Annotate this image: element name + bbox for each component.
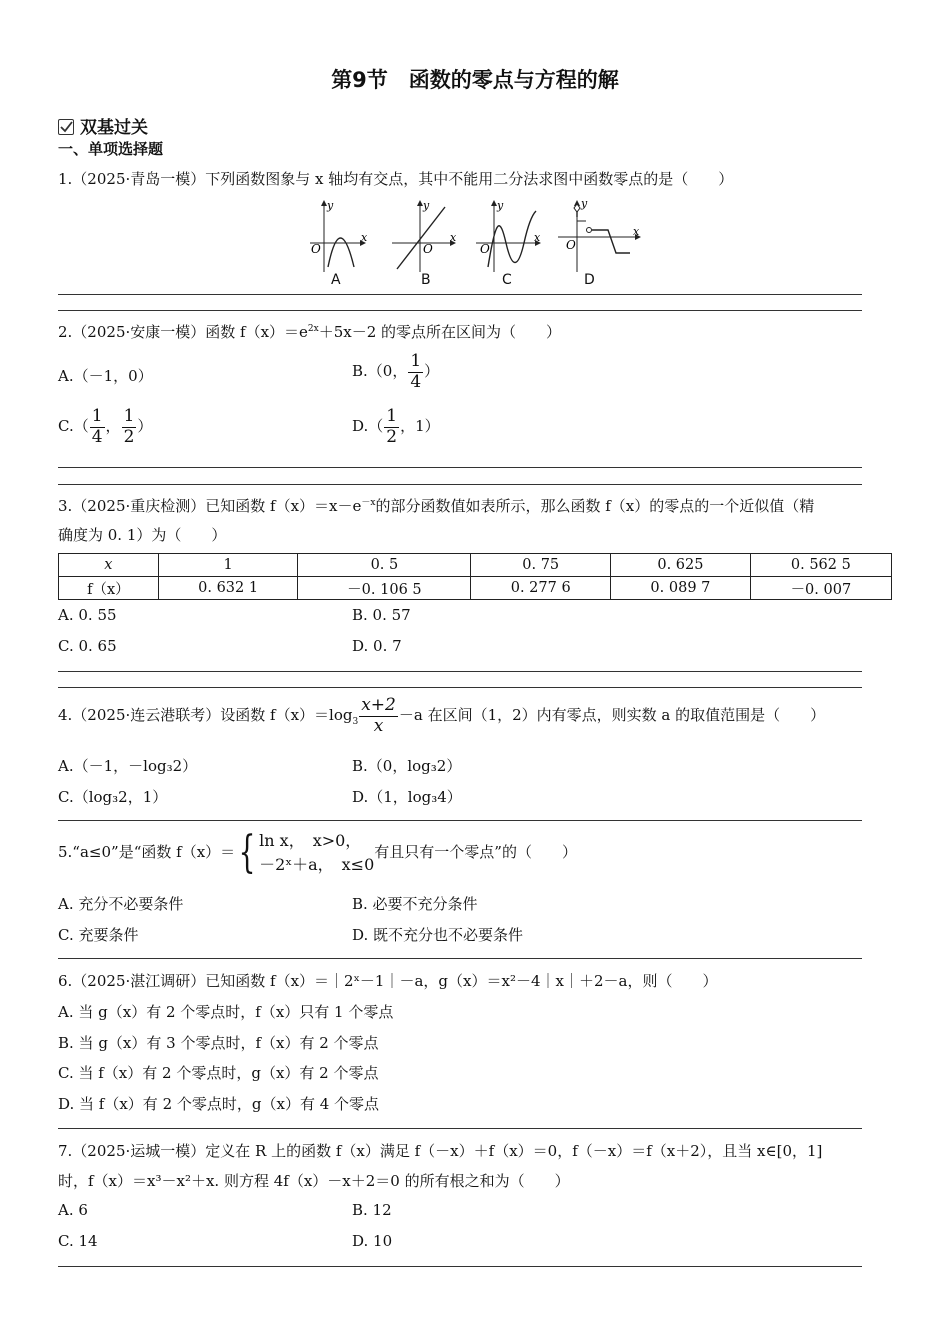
- graph-b-origin: O: [423, 242, 433, 256]
- question-3-option-c: C. 0. 65: [58, 637, 117, 655]
- answer-line: [58, 687, 862, 688]
- question-2-option-a: A.（－1，0）: [58, 367, 153, 385]
- table-cell: f（x）: [59, 577, 159, 600]
- table-cell: －0. 007: [750, 577, 891, 600]
- table-cell: 0. 277 6: [471, 577, 611, 600]
- graph-b-x: x: [450, 231, 457, 244]
- question-6-option-a: A. 当 g（x）有 2 个零点时，f（x）只有 1 个零点: [58, 1003, 394, 1021]
- page-title: 第9节 函数的零点与方程的解: [331, 68, 619, 92]
- question-2-option-c: C.（ $\frac{1}{4}$ ， $\frac{1}{2}$ ）: [58, 406, 153, 447]
- table-row: [59, 554, 892, 577]
- question-5-option-d: D. 既不充分也不必要条件: [352, 926, 524, 944]
- answer-line: [58, 1266, 862, 1267]
- table-cell: 0. 089 7: [611, 577, 751, 600]
- graph-d-x: x: [633, 225, 640, 238]
- graph-d-origin: O: [566, 238, 576, 252]
- answer-line: [58, 820, 862, 821]
- graph-c-origin: O: [480, 242, 490, 256]
- question-6-stem: 6.（2025·湛江调研）已知函数 f（x）＝｜2ˣ－1｜－a，g（x）＝x²－4｜x｜＋2－a，则（ ）: [58, 972, 718, 990]
- graph-a-x: x: [361, 231, 368, 244]
- question-7-option-a: A. 6: [58, 1201, 88, 1219]
- subsection-heading: 一、单项选择题: [58, 140, 164, 158]
- answer-line: [58, 294, 862, 295]
- question-2-option-b: B.（0， $\frac{1}{4}$ ）: [352, 351, 440, 392]
- answer-line: [58, 1128, 862, 1129]
- question-4-option-d: D.（1，log₃4）: [352, 788, 462, 806]
- question-7-option-b: B. 12: [352, 1201, 392, 1219]
- brace-icon: {: [238, 827, 256, 878]
- graph-a-y: y: [327, 199, 334, 212]
- question-2-stem: 2.（2025·安康一模）函数 $f(x)=e^{2x}+5x-2$ 的零点所在区间为（ ）: [58, 323, 562, 341]
- graph-c-y: y: [497, 199, 504, 212]
- question-7-option-d: D. 10: [352, 1232, 393, 1250]
- question-7-stem-line2: 时，f（x）＝x³－x²＋x. 则方程 4f（x）－x＋2＝0 的所有根之和为（ ）: [58, 1172, 570, 1190]
- section-label: 双基过关: [80, 118, 148, 138]
- graph-d: [558, 197, 640, 272]
- graph-b: [392, 199, 457, 272]
- graph-c: [476, 199, 541, 272]
- checkbox-icon: [58, 119, 74, 135]
- question-5-stem: 5.“a≤0”是“函数 f（x）＝{ ln x， x>0， －2ˣ＋a， x≤0 有且只有一个零点”的（ ）: [58, 827, 577, 878]
- question-1-stem: 1.（2025·青岛一模）下列函数图象与 x 轴均有交点，其中不能用二分法求图中函数零点的是（ ）: [58, 170, 734, 188]
- question-3-option-a: A. 0. 55: [58, 606, 117, 624]
- graph-label-b: B: [421, 272, 431, 288]
- answer-line: [58, 671, 862, 672]
- graph-label-c: C: [502, 272, 512, 288]
- table-cell: 0. 625: [611, 554, 751, 577]
- question-3-stem-line1: 3.（2025·重庆检测）已知函数 $f(x)=x-e^{-x}$的部分函数值如表所示，那么函数 f（x）的零点的一个近似值（精: [58, 497, 815, 515]
- answer-line: [58, 467, 862, 468]
- table-cell: x: [59, 554, 159, 577]
- question-5-option-b: B. 必要不充分条件: [352, 895, 478, 913]
- table-cell: 0. 562 5: [750, 554, 891, 577]
- graph-c-x: x: [534, 231, 541, 244]
- question-3-stem-line2: 确度为 0. 1）为（ ）: [58, 526, 227, 544]
- section-heading: [58, 113, 148, 138]
- table-row: [59, 577, 892, 600]
- graph-a: [310, 199, 368, 272]
- value-table: [58, 553, 892, 600]
- case-2: －2ˣ＋a， x≤0: [259, 855, 375, 874]
- graph-d-y: y: [581, 197, 588, 210]
- question-5-option-c: C. 充要条件: [58, 926, 139, 944]
- graph-a-origin: O: [311, 242, 321, 256]
- graph-label-d: D: [584, 272, 595, 288]
- graph-b-y: y: [423, 199, 430, 212]
- answer-line: [58, 958, 862, 959]
- question-1-graphs: [300, 197, 650, 275]
- question-6-option-c: C. 当 f（x）有 2 个零点时，g（x）有 2 个零点: [58, 1064, 379, 1082]
- question-5-option-a: A. 充分不必要条件: [58, 895, 184, 913]
- answer-line: [58, 310, 862, 311]
- table-cell: －0. 106 5: [298, 577, 471, 600]
- question-3-option-d: D. 0. 7: [352, 637, 402, 655]
- table-cell: 0. 5: [298, 554, 471, 577]
- case-1: ln x， x>0，: [259, 831, 362, 850]
- table-cell: 0. 632 1: [158, 577, 298, 600]
- question-4-stem: 4.（2025·连云港联考）设函数 $f(x)=\log_3$ $\frac{x+2}{x}$ －a 在区间（1，2）内有零点，则实数 a 的取值范围是（ ）: [58, 695, 826, 736]
- answer-line: [58, 484, 862, 485]
- question-4-option-a: A.（－1，－log₃2）: [58, 757, 198, 775]
- question-6-option-d: D. 当 f（x）有 2 个零点时，g（x）有 4 个零点: [58, 1095, 380, 1113]
- question-4-option-c: C.（log₃2，1）: [58, 788, 168, 806]
- question-7-option-c: C. 14: [58, 1232, 98, 1250]
- question-3-option-b: B. 0. 57: [352, 606, 411, 624]
- table-cell: 0. 75: [471, 554, 611, 577]
- question-7-stem-line1: 7.（2025·运城一模）定义在 R 上的函数 f（x）满足 f（－x）＋f（x）＝0，f（－x）＝f（x＋2），且当 x∈[0，1]: [58, 1142, 823, 1160]
- question-4-option-b: B.（0，log₃2）: [352, 757, 462, 775]
- table-cell: 1: [158, 554, 298, 577]
- graph-label-a: A: [331, 272, 341, 288]
- question-6-option-b: B. 当 g（x）有 3 个零点时，f（x）有 2 个零点: [58, 1034, 379, 1052]
- question-2-option-d: D.（ $\frac{1}{2}$ ，1）: [352, 406, 440, 447]
